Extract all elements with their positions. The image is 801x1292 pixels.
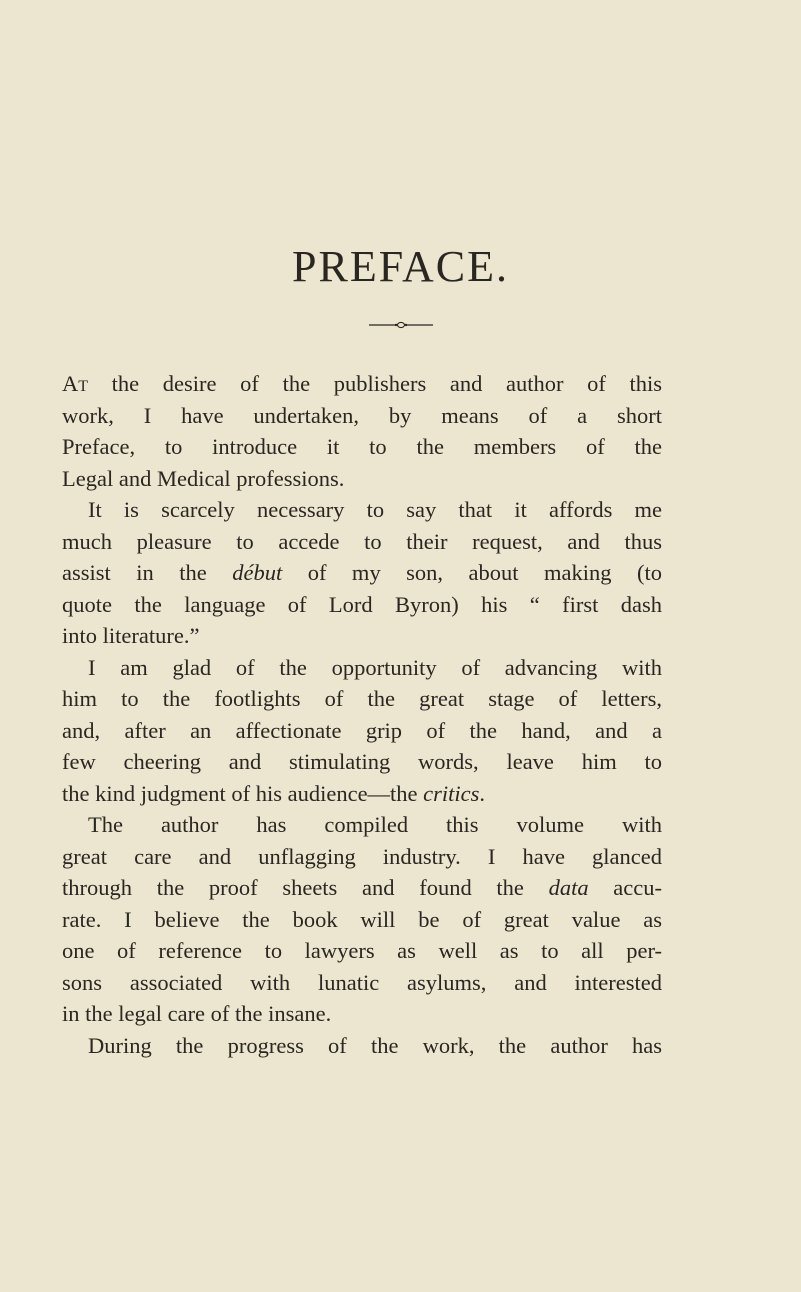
preface-text — [62, 368, 662, 1061]
text-line: through the proof sheets and found the data accu- — [62, 875, 663, 900]
text-line: Preface, to introduce it to the members of the — [62, 434, 662, 459]
text-line: him to the footlights of the great stage of letters, — [62, 686, 662, 711]
text-line: I am glad of the opportunity of advancing with — [88, 654, 662, 680]
text-line: It is scarcely necessary to say that it affords me — [88, 497, 662, 522]
text-line: the kind judgment of his audience—the critics. — [62, 780, 486, 806]
text-line: in the legal care of the insane. — [62, 1001, 332, 1026]
italic-term: critics — [423, 780, 480, 806]
text-line: few cheering and stimulating words, leave him to — [62, 749, 662, 774]
title-ornament — [369, 320, 433, 330]
text-line: Legal and Medical professions. — [62, 465, 345, 491]
text-line: work, I have undertaken, by means of a short — [62, 402, 662, 428]
page-title: PREFACE. — [292, 242, 509, 291]
text-line: rate. I believe the book will be of great value as — [62, 906, 662, 932]
text-line: and, after an affectionate grip of the hand, and a — [62, 717, 662, 743]
text-line: great care and unflagging industry. I have glanced — [62, 843, 662, 869]
text-line: much pleasure to accede to their request, and thus — [62, 528, 662, 554]
italic-term: début — [232, 560, 283, 585]
text-line: one of reference to lawyers as well as to all per- — [62, 938, 662, 963]
text-line: The author has compiled this volume with — [88, 812, 662, 837]
text-line: At the desire of the publishers and author of this — [62, 371, 662, 396]
opening-word: At — [62, 371, 89, 396]
text-line: into literature.” — [62, 623, 200, 648]
text-line: assist in the début of my son, about making (to — [62, 560, 662, 585]
text-line: During the progress of the work, the author has — [88, 1032, 662, 1058]
text-line: quote the language of Lord Byron) his “ first dash — [62, 591, 662, 617]
italic-term: data — [548, 875, 589, 900]
text-line: sons associated with lunatic asylums, and interested — [62, 969, 662, 995]
